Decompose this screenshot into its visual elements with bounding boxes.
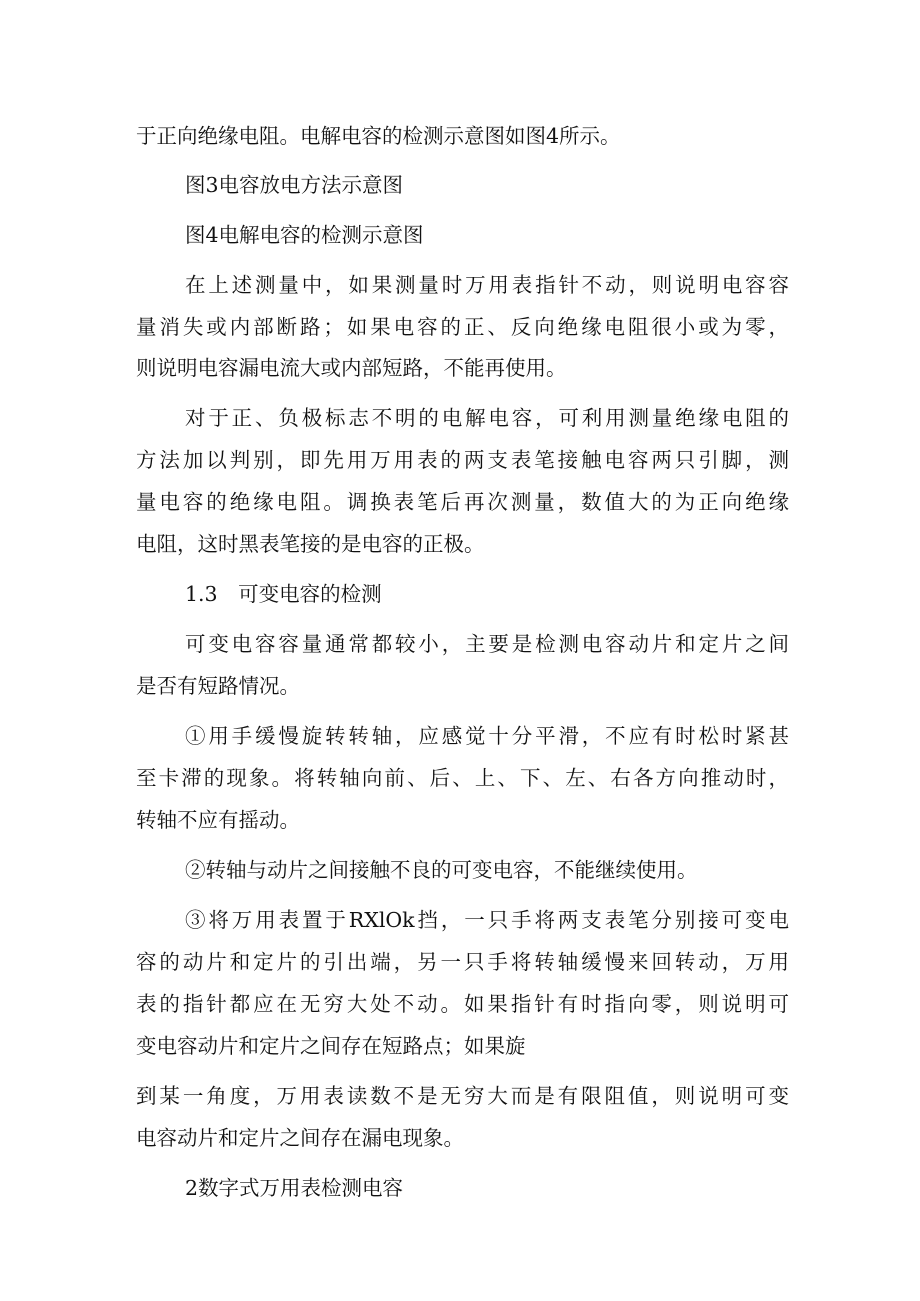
paragraph-line: ①用手缓慢旋转转轴，应感觉十分平滑，不应有时松时紧甚 [185, 724, 789, 748]
paragraph-line: 量消失或内部断路；如果电容的正、反向绝缘电阻很小或为零， [136, 315, 789, 339]
section-heading: 2数字式万用表检测电容 [185, 1176, 404, 1200]
paragraph-line: 量电容的绝缘电阻。调换表笔后再次测量，数值大的为正向绝缘 [136, 490, 789, 514]
paragraph-line: 电阻，这时黑表笔接的是电容的正极。 [136, 532, 485, 556]
paragraph-line: ③将万用表置于RXlOk挡，一只手将两支表笔分别接可变电 [185, 908, 789, 932]
paragraph-line: 电容动片和定片之间存在漏电现象。 [136, 1126, 464, 1150]
paragraph-line: 表的指针都应在无穷大处不动。如果指针有时指向零，则说明可 [136, 992, 789, 1016]
section-heading: 1.3 可变电容的检测 [185, 582, 382, 606]
figure-caption: 图3电容放电方法示意图 [185, 173, 404, 197]
paragraph-line: ②转轴与动片之间接触不良的可变电容，不能继续使用。 [185, 858, 698, 882]
paragraph-line: 是否有短路情况。 [136, 674, 300, 698]
paragraph-line: 容的动片和定片的引出端，另一只手将转轴缓慢来回转动，万用 [136, 950, 789, 974]
paragraph-line: 于正向绝缘电阻。电解电容的检测示意图如图4所示。 [136, 124, 621, 148]
paragraph-line: 转轴不应有摇动。 [136, 808, 300, 832]
paragraph-line: 到某一角度，万用表读数不是无穷大而是有限阻值，则说明可变 [136, 1084, 789, 1108]
paragraph-line: 在上述测量中，如果测量时万用表指针不动，则说明电容容 [185, 273, 789, 297]
figure-caption: 图4电解电容的检测示意图 [185, 223, 424, 247]
paragraph-line: 方法加以判别，即先用万用表的两支表笔接触电容两只引脚，测 [136, 448, 789, 472]
paragraph-line: 对于正、负极标志不明的电解电容，可利用测量绝缘电阻的 [185, 406, 789, 430]
paragraph-line: 至卡滞的现象。将转轴向前、后、上、下、左、右各方向推动时， [136, 766, 789, 790]
paragraph-line: 可变电容容量通常都较小，主要是检测电容动片和定片之间 [185, 632, 789, 656]
paragraph-line: 则说明电容漏电流大或内部短路，不能再使用。 [136, 356, 567, 380]
paragraph-line: 变电容动片和定片之间存在短路点；如果旋 [136, 1034, 526, 1058]
